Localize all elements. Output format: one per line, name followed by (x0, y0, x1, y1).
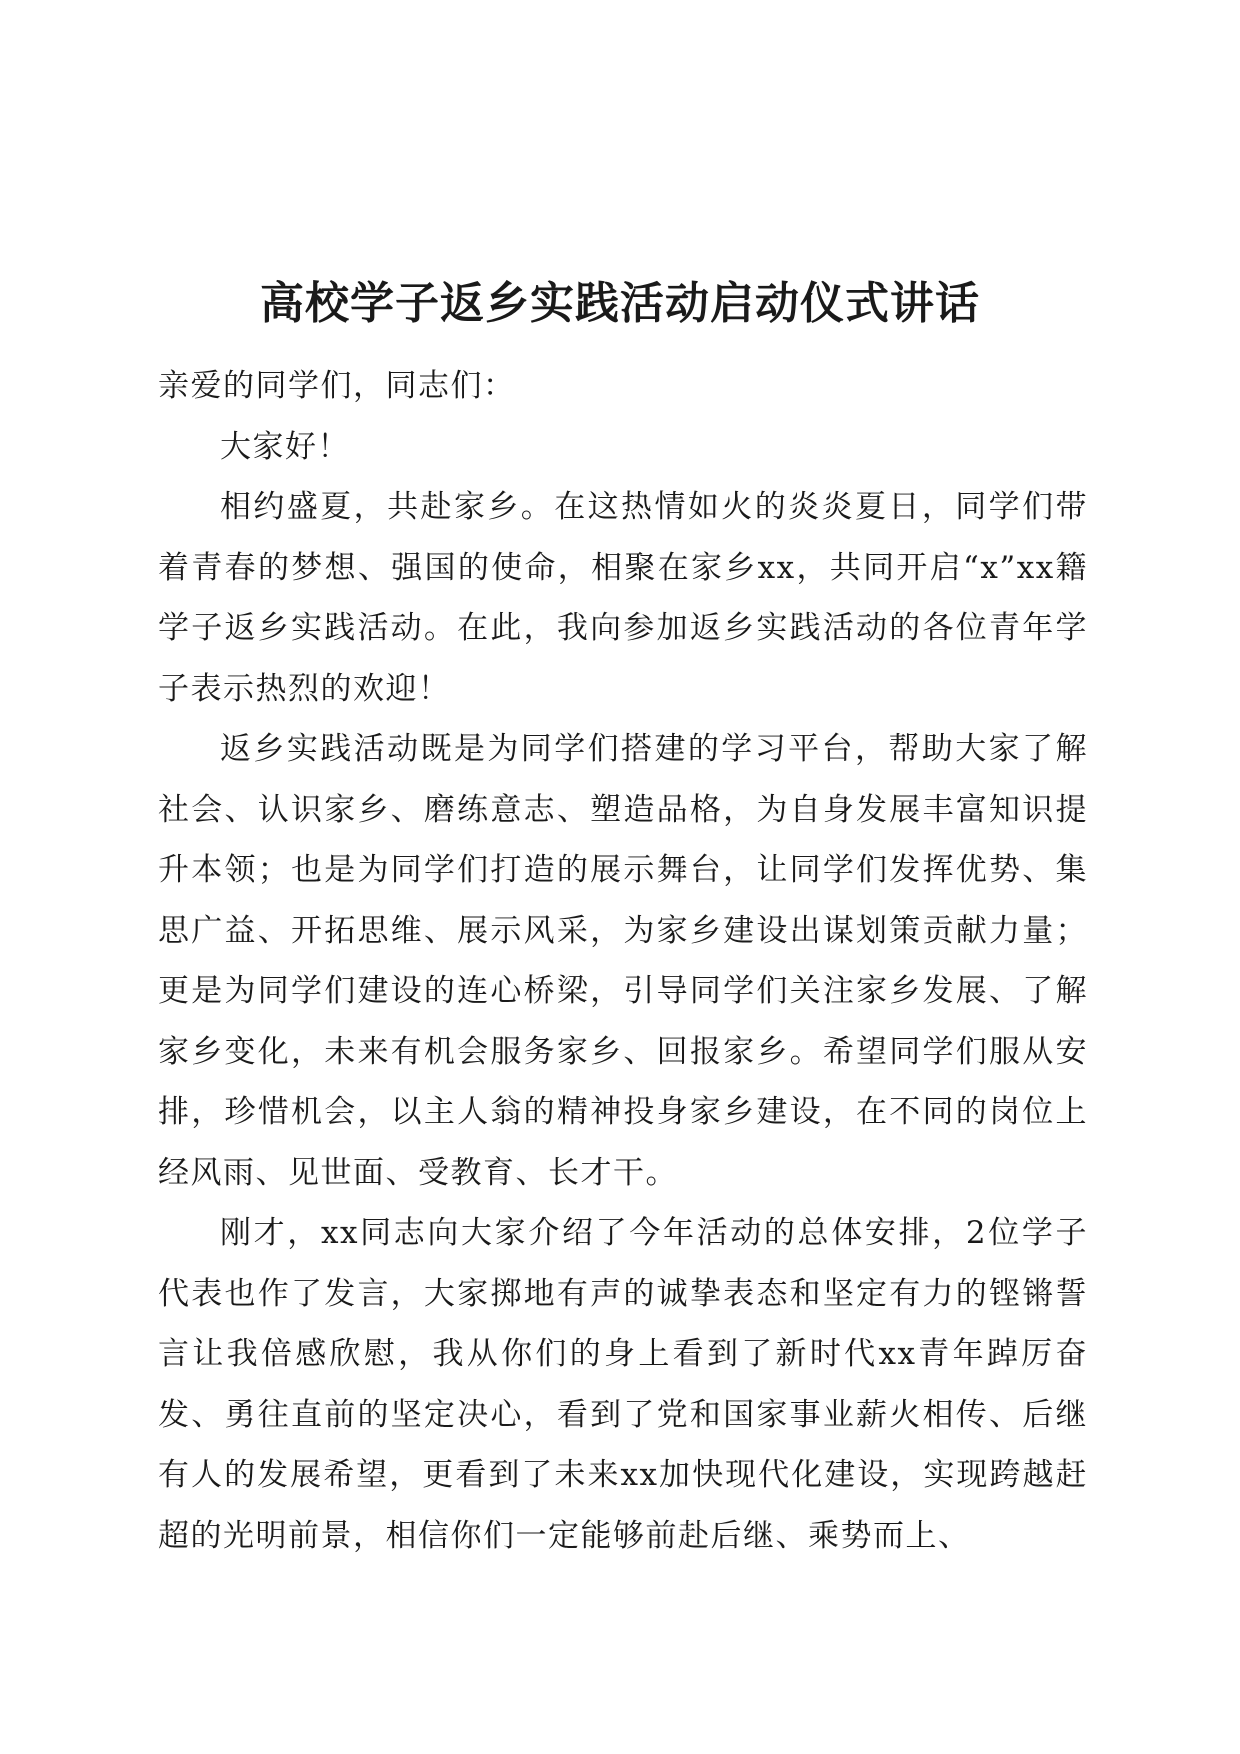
document-title: 高校学子返乡实践活动启动仪式讲话 (260, 278, 980, 329)
paragraph-purpose: 返乡实践活动既是为同学们搭建的学习平台，帮助大家了解社会、认识家乡、磨练意志、塑造品格，为自身发展丰富知识提升本领；也是为同学们打造的展示舞台，让同学们发挥优势、集思广益、开拓思维、展示风采，为家乡建设出谋划策贡献力量；更是为同学们建设的连心桥梁，引导同学们关注家乡发展、了解家乡变化，未来有机会服务家乡、回报家乡。希望同学们服从安排，珍惜机会，以主人翁的精神投身家乡建设，在不同的岗位上经风雨、见世面、受教育、长才干。 (158, 731, 1088, 1191)
paragraph-welcome: 相约盛夏，共赴家乡。在这热情如火的炎炎夏日，同学们带着青春的梦想、强国的使命，相聚在家乡xx，共同开启“x”xx籍学子返乡实践活动。在此，我向参加返乡实践活动的各位青年学子表示热烈的欢迎！ (158, 489, 1088, 707)
paragraph-greeting: 大家好！ (220, 428, 350, 465)
salutation: 亲爱的同学们，同志们： (158, 368, 516, 404)
paragraph-remarks: 刚才，xx同志向大家介绍了今年活动的总体安排，2位学子代表也作了发言，大家掷地有声的诚挚表态和坚定有力的铿锵誓言让我倍感欣慰，我从你们的身上看到了新时代xx青年踔厉奋发、勇往直前的坚定决心，看到了党和国家事业薪火相传、后继有人的发展希望，更看到了未来xx加快现代化建设，实现跨越赶超的光明前景，相信你们一定能够前赴后继、乘势而上、 (158, 1215, 1088, 1554)
document-body (158, 356, 1088, 1566)
